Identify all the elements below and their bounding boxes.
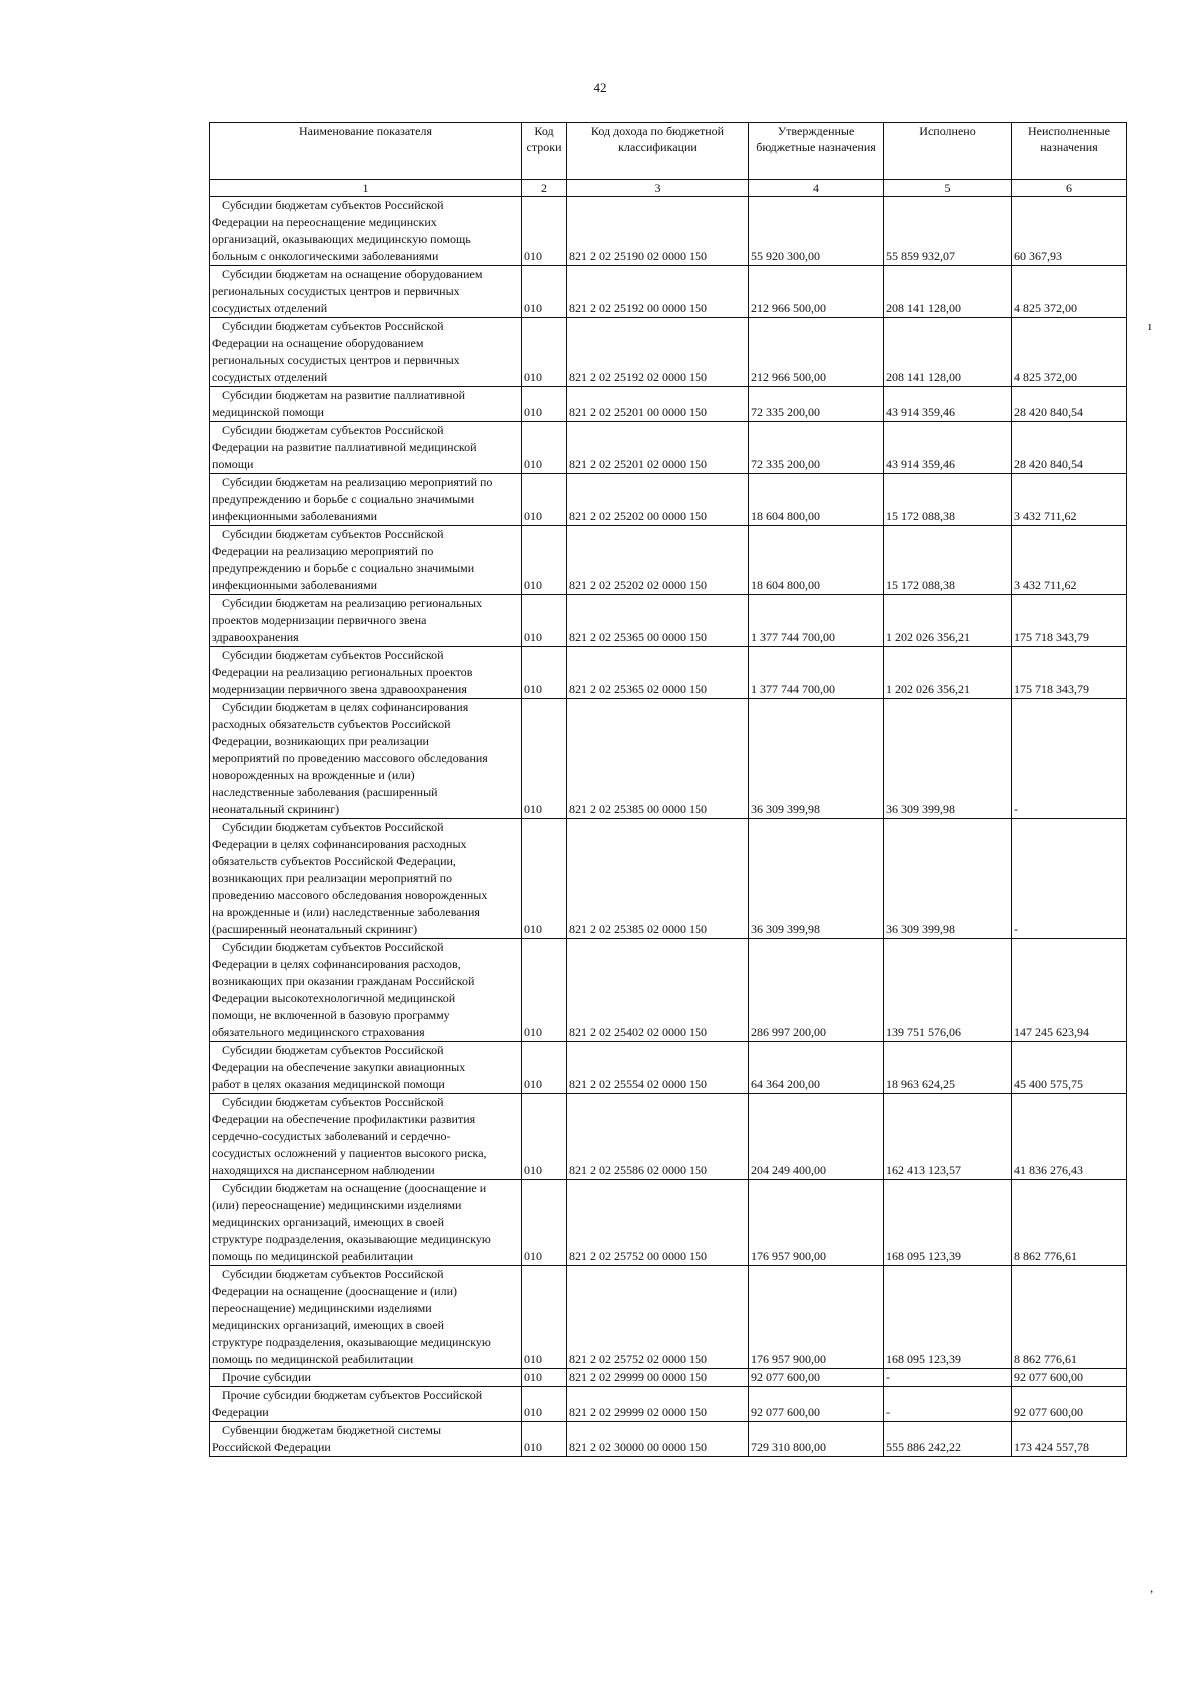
income-code-cell: 821 2 02 25202 02 0000 150: [567, 526, 749, 595]
executed-amount-cell: 162 413 123,57: [884, 1094, 1012, 1180]
indicator-name-line: помощи, не включенной в базовую программу: [212, 1008, 450, 1022]
indicator-name-line: организаций, оказывающих медицинскую помощь: [212, 232, 471, 246]
unexecuted-amount-cell: -: [1012, 819, 1127, 939]
indicator-name-cell: [210, 526, 522, 595]
indicator-name-line: Федерации на реализацию региональных проектов: [212, 665, 473, 679]
indicator-name-line: Российской Федерации: [212, 1440, 331, 1454]
indicator-name-line: помощи: [212, 457, 254, 471]
approved-amount-cell: 18 604 800,00: [749, 474, 884, 526]
indicator-name-line: (расширенный неонатальный скрининг): [212, 922, 418, 936]
table-row: [210, 474, 1127, 526]
executed-amount-cell: 555 886 242,22: [884, 1422, 1012, 1457]
indicator-name-line: наследственные заболевания (расширенный: [212, 785, 438, 799]
executed-amount-cell: -: [884, 1387, 1012, 1422]
indicator-name-cell: [210, 647, 522, 699]
indicator-name-line: переоснащение) медицинскими изделиями: [212, 1301, 432, 1315]
indicator-name-line: Субсидии бюджетам на развитие паллиативной: [222, 388, 466, 402]
column-number: 5: [884, 180, 1012, 197]
header-line-code: Код строки: [522, 123, 567, 180]
approved-amount-cell: 1 377 744 700,00: [749, 595, 884, 647]
approved-amount-cell: 55 920 300,00: [749, 197, 884, 266]
executed-amount-cell: -: [884, 1369, 1012, 1387]
indicator-name-cell: [210, 387, 522, 422]
header-executed: Исполнено: [884, 123, 1012, 180]
executed-amount-cell: 15 172 088,38: [884, 474, 1012, 526]
indicator-name-line: сердечно-сосудистых заболеваний и сердечно-: [212, 1129, 451, 1143]
line-code-cell: 010: [522, 647, 567, 699]
approved-amount-cell: 176 957 900,00: [749, 1180, 884, 1266]
table-row: [210, 526, 1127, 595]
indicator-name-cell: [210, 939, 522, 1042]
indicator-name-line: возникающих при оказании гражданам Российской: [212, 974, 475, 988]
table-row: [210, 1387, 1127, 1422]
column-number: 1: [210, 180, 522, 197]
table-row: [210, 266, 1127, 318]
indicator-name-line: Субсидии бюджетам субъектов Российской: [222, 1043, 444, 1057]
indicator-name-line: региональных сосудистых центров и первичных: [212, 284, 460, 298]
approved-amount-cell: 1 377 744 700,00: [749, 647, 884, 699]
table-row: [210, 318, 1127, 387]
indicator-name-cell: [210, 1422, 522, 1457]
line-code-cell: 010: [522, 1180, 567, 1266]
line-code-cell: 010: [522, 387, 567, 422]
margin-tick-mark: ı: [1148, 318, 1152, 333]
indicator-name-line: структуре подразделения, оказывающие медицинскую: [212, 1335, 491, 1349]
budget-income-table: [209, 122, 1127, 1457]
indicator-name-cell: [210, 1369, 522, 1387]
indicator-name-line: Субсидии бюджетам в целях софинансирования: [222, 700, 469, 714]
indicator-name-line: помощь по медицинской реабилитации: [212, 1352, 414, 1366]
indicator-name-cell: [210, 197, 522, 266]
income-code-cell: 821 2 02 25190 02 0000 150: [567, 197, 749, 266]
executed-amount-cell: 168 095 123,39: [884, 1180, 1012, 1266]
income-code-cell: 821 2 02 30000 00 0000 150: [567, 1422, 749, 1457]
table-row: [210, 819, 1127, 939]
page-number: 42: [593, 80, 607, 95]
column-number: 4: [749, 180, 884, 197]
indicator-name-line: помощь по медицинской реабилитации: [212, 1249, 414, 1263]
indicator-name-line: Федерации в целях софинансирования расходов,: [212, 957, 461, 971]
line-code-cell: 010: [522, 197, 567, 266]
header-income-code: Код дохода по бюджетной классификации: [567, 123, 749, 180]
line-code-cell: 010: [522, 1042, 567, 1094]
indicator-name-line: Субсидии бюджетам на оснащение (дооснащение и: [222, 1181, 487, 1195]
header-approved: Утвержденные бюджетные назначения: [749, 123, 884, 180]
table-header-row: [210, 123, 1127, 180]
indicator-name-line: на врожденные и (или) наследственные заболевания: [212, 905, 480, 919]
executed-amount-cell: 43 914 359,46: [884, 387, 1012, 422]
line-code-cell: 010: [522, 422, 567, 474]
indicator-name-cell: [210, 1266, 522, 1369]
indicator-name-cell: [210, 1094, 522, 1180]
income-code-cell: 821 2 02 25192 02 0000 150: [567, 318, 749, 387]
unexecuted-amount-cell: 28 420 840,54: [1012, 422, 1127, 474]
unexecuted-amount-cell: 173 424 557,78: [1012, 1422, 1127, 1457]
indicator-name-line: инфекционными заболеваниями: [212, 578, 378, 592]
indicator-name-line: сосудистых отделений: [212, 301, 328, 315]
indicator-name-line: медицинских организаций, имеющих в своей: [212, 1215, 444, 1229]
indicator-name-line: Субсидии бюджетам субъектов Российской: [222, 527, 444, 541]
executed-amount-cell: 1 202 026 356,21: [884, 647, 1012, 699]
unexecuted-amount-cell: 41 836 276,43: [1012, 1094, 1127, 1180]
income-code-cell: 821 2 02 25586 02 0000 150: [567, 1094, 749, 1180]
unexecuted-amount-cell: 3 432 711,62: [1012, 474, 1127, 526]
column-number-row: [210, 180, 1127, 197]
indicator-name-line: Субсидии бюджетам на оснащение оборудованием: [222, 267, 483, 281]
indicator-name-cell: [210, 1180, 522, 1266]
unexecuted-amount-cell: 60 367,93: [1012, 197, 1127, 266]
approved-amount-cell: 286 997 200,00: [749, 939, 884, 1042]
indicator-name-line: работ в целях оказания медицинской помощи: [212, 1077, 445, 1091]
executed-amount-cell: 18 963 624,25: [884, 1042, 1012, 1094]
approved-amount-cell: 92 077 600,00: [749, 1387, 884, 1422]
income-code-cell: 821 2 02 25202 00 0000 150: [567, 474, 749, 526]
indicator-name-line: Федерации на обеспечение закупки авиационных: [212, 1060, 466, 1074]
line-code-cell: 010: [522, 1369, 567, 1387]
indicator-name-line: здравоохранения: [212, 630, 299, 644]
table-row: [210, 1094, 1127, 1180]
table-row: [210, 647, 1127, 699]
income-code-cell: 821 2 02 25554 02 0000 150: [567, 1042, 749, 1094]
executed-amount-cell: 36 309 399,98: [884, 699, 1012, 819]
indicator-name-line: Прочие субсидии: [222, 1370, 311, 1384]
indicator-name-line: Федерации на оснащение (дооснащение и (или): [212, 1284, 457, 1298]
indicator-name-line: медицинских организаций, имеющих в своей: [212, 1318, 444, 1332]
line-code-cell: 010: [522, 939, 567, 1042]
indicator-name-line: региональных сосудистых центров и первичных: [212, 353, 460, 367]
indicator-name-line: Субсидии бюджетам субъектов Российской: [222, 1267, 444, 1281]
indicator-name-cell: [210, 819, 522, 939]
indicator-name-cell: [210, 1042, 522, 1094]
income-code-cell: 821 2 02 25385 00 0000 150: [567, 699, 749, 819]
unexecuted-amount-cell: 92 077 600,00: [1012, 1387, 1127, 1422]
indicator-name-line: Прочие субсидии бюджетам субъектов Российской: [222, 1388, 483, 1402]
indicator-name-line: проведению массового обследования новорожденных: [212, 888, 488, 902]
executed-amount-cell: 43 914 359,46: [884, 422, 1012, 474]
indicator-name-line: Субсидии бюджетам субъектов Российской: [222, 820, 444, 834]
indicator-name-line: Субсидии бюджетам субъектов Российской: [222, 198, 444, 212]
indicator-name-line: больным с онкологическими заболеваниями: [212, 249, 439, 263]
executed-amount-cell: 36 309 399,98: [884, 819, 1012, 939]
unexecuted-amount-cell: 92 077 600,00: [1012, 1369, 1127, 1387]
executed-amount-cell: 168 095 123,39: [884, 1266, 1012, 1369]
indicator-name-line: находящихся на диспансерном наблюдении: [212, 1163, 435, 1177]
line-code-cell: 010: [522, 266, 567, 318]
approved-amount-cell: 36 309 399,98: [749, 699, 884, 819]
indicator-name-cell: [210, 422, 522, 474]
income-code-cell: 821 2 02 29999 02 0000 150: [567, 1387, 749, 1422]
indicator-name-line: Федерации в целях софинансирования расходных: [212, 837, 467, 851]
indicator-name-line: Субсидии бюджетам субъектов Российской: [222, 319, 444, 333]
approved-amount-cell: 72 335 200,00: [749, 387, 884, 422]
indicator-name-line: Субсидии бюджетам на реализацию региональных: [222, 596, 483, 610]
indicator-name-line: новорожденных на врожденные и (или): [212, 768, 415, 782]
approved-amount-cell: 212 966 500,00: [749, 318, 884, 387]
table-row: [210, 939, 1127, 1042]
indicator-name-line: Федерации на реализацию мероприятий по: [212, 544, 434, 558]
column-number: 3: [567, 180, 749, 197]
approved-amount-cell: 212 966 500,00: [749, 266, 884, 318]
margin-tick-mark: ,: [1150, 1580, 1154, 1595]
executed-amount-cell: 55 859 932,07: [884, 197, 1012, 266]
indicator-name-line: сосудистых осложнений у пациентов высокого риска,: [212, 1146, 487, 1160]
approved-amount-cell: 36 309 399,98: [749, 819, 884, 939]
income-code-cell: 821 2 02 25402 02 0000 150: [567, 939, 749, 1042]
unexecuted-amount-cell: 45 400 575,75: [1012, 1042, 1127, 1094]
executed-amount-cell: 139 751 576,06: [884, 939, 1012, 1042]
indicator-name-line: Федерации высокотехнологичной медицинской: [212, 991, 456, 1005]
approved-amount-cell: 176 957 900,00: [749, 1266, 884, 1369]
indicator-name-cell: [210, 266, 522, 318]
income-code-cell: 821 2 02 25365 02 0000 150: [567, 647, 749, 699]
line-code-cell: 010: [522, 1387, 567, 1422]
indicator-name-line: предупреждению и борьбе с социально значимыми: [212, 561, 475, 575]
indicator-name-cell: [210, 318, 522, 387]
table-row: [210, 422, 1127, 474]
indicator-name-line: (или) переоснащение) медицинскими изделиями: [212, 1198, 462, 1212]
table-row: [210, 1266, 1127, 1369]
income-code-cell: 821 2 02 25385 02 0000 150: [567, 819, 749, 939]
indicator-name-cell: [210, 699, 522, 819]
table-row: [210, 595, 1127, 647]
income-code-cell: 821 2 02 25201 02 0000 150: [567, 422, 749, 474]
column-number: 6: [1012, 180, 1127, 197]
indicator-name-line: обязательного медицинского страхования: [212, 1025, 425, 1039]
indicator-name-cell: [210, 474, 522, 526]
indicator-name-line: расходных обязательств субъектов Российской: [212, 717, 451, 731]
table-row: [210, 387, 1127, 422]
approved-amount-cell: 72 335 200,00: [749, 422, 884, 474]
income-code-cell: 821 2 02 29999 00 0000 150: [567, 1369, 749, 1387]
approved-amount-cell: 18 604 800,00: [749, 526, 884, 595]
indicator-name-line: Федерации, возникающих при реализации: [212, 734, 429, 748]
line-code-cell: 010: [522, 1422, 567, 1457]
table-row: [210, 699, 1127, 819]
indicator-name-line: Федерации на переоснащение медицинских: [212, 215, 437, 229]
indicator-name-line: Субсидии бюджетам субъектов Российской: [222, 648, 444, 662]
table-row: [210, 1369, 1127, 1387]
executed-amount-cell: 208 141 128,00: [884, 266, 1012, 318]
unexecuted-amount-cell: 175 718 343,79: [1012, 647, 1127, 699]
unexecuted-amount-cell: 147 245 623,94: [1012, 939, 1127, 1042]
approved-amount-cell: 64 364 200,00: [749, 1042, 884, 1094]
approved-amount-cell: 729 310 800,00: [749, 1422, 884, 1457]
line-code-cell: 010: [522, 318, 567, 387]
indicator-name-line: инфекционными заболеваниями: [212, 509, 378, 523]
unexecuted-amount-cell: 8 862 776,61: [1012, 1180, 1127, 1266]
column-number: 2: [522, 180, 567, 197]
line-code-cell: 010: [522, 819, 567, 939]
indicator-name-line: Субсидии бюджетам субъектов Российской: [222, 1095, 444, 1109]
unexecuted-amount-cell: 175 718 343,79: [1012, 595, 1127, 647]
unexecuted-amount-cell: 3 432 711,62: [1012, 526, 1127, 595]
table-row: [210, 197, 1127, 266]
indicator-name-cell: [210, 595, 522, 647]
unexecuted-amount-cell: 28 420 840,54: [1012, 387, 1127, 422]
header-indicator-name: Наименование показателя: [210, 123, 522, 180]
line-code-cell: 010: [522, 474, 567, 526]
approved-amount-cell: 92 077 600,00: [749, 1369, 884, 1387]
indicator-name-line: обязательств субъектов Российской Федерации,: [212, 854, 456, 868]
header-unexecuted: Неисполненные назначения: [1012, 123, 1127, 180]
approved-amount-cell: 204 249 400,00: [749, 1094, 884, 1180]
executed-amount-cell: 208 141 128,00: [884, 318, 1012, 387]
indicator-name-line: мероприятий по проведению массового обследования: [212, 751, 488, 765]
indicator-name-line: структуре подразделения, оказывающие медицинскую: [212, 1232, 491, 1246]
indicator-name-cell: [210, 1387, 522, 1422]
indicator-name-line: Субвенции бюджетам бюджетной системы: [222, 1423, 442, 1437]
table-row: [210, 1180, 1127, 1266]
unexecuted-amount-cell: 4 825 372,00: [1012, 266, 1127, 318]
indicator-name-line: модернизации первичного звена здравоохранения: [212, 682, 467, 696]
line-code-cell: 010: [522, 699, 567, 819]
indicator-name-line: неонатальный скрининг): [212, 802, 340, 816]
line-code-cell: 010: [522, 526, 567, 595]
indicator-name-line: Субсидии бюджетам субъектов Российской: [222, 423, 444, 437]
indicator-name-line: Федерации: [212, 1405, 269, 1419]
indicator-name-line: проектов модернизации первичного звена: [212, 613, 427, 627]
executed-amount-cell: 15 172 088,38: [884, 526, 1012, 595]
table-row: [210, 1042, 1127, 1094]
income-code-cell: 821 2 02 25365 00 0000 150: [567, 595, 749, 647]
indicator-name-line: Федерации на оснащение оборудованием: [212, 336, 424, 350]
executed-amount-cell: 1 202 026 356,21: [884, 595, 1012, 647]
indicator-name-line: Федерации на развитие паллиативной медицинской: [212, 440, 477, 454]
unexecuted-amount-cell: -: [1012, 699, 1127, 819]
indicator-name-line: медицинской помощи: [212, 405, 324, 419]
line-code-cell: 010: [522, 595, 567, 647]
income-code-cell: 821 2 02 25752 02 0000 150: [567, 1266, 749, 1369]
indicator-name-line: Субсидии бюджетам на реализацию мероприятий по: [222, 475, 493, 489]
indicator-name-line: возникающих при реализации мероприятий по: [212, 871, 453, 885]
line-code-cell: 010: [522, 1266, 567, 1369]
table-row: [210, 1422, 1127, 1457]
income-code-cell: 821 2 02 25752 00 0000 150: [567, 1180, 749, 1266]
income-code-cell: 821 2 02 25192 00 0000 150: [567, 266, 749, 318]
indicator-name-line: Федерации на обеспечение профилактики развития: [212, 1112, 476, 1126]
indicator-name-line: сосудистых отделений: [212, 370, 328, 384]
line-code-cell: 010: [522, 1094, 567, 1180]
unexecuted-amount-cell: 8 862 776,61: [1012, 1266, 1127, 1369]
indicator-name-line: Субсидии бюджетам субъектов Российской: [222, 940, 444, 954]
unexecuted-amount-cell: 4 825 372,00: [1012, 318, 1127, 387]
indicator-name-line: предупреждению и борьбе с социально значимыми: [212, 492, 475, 506]
income-code-cell: 821 2 02 25201 00 0000 150: [567, 387, 749, 422]
